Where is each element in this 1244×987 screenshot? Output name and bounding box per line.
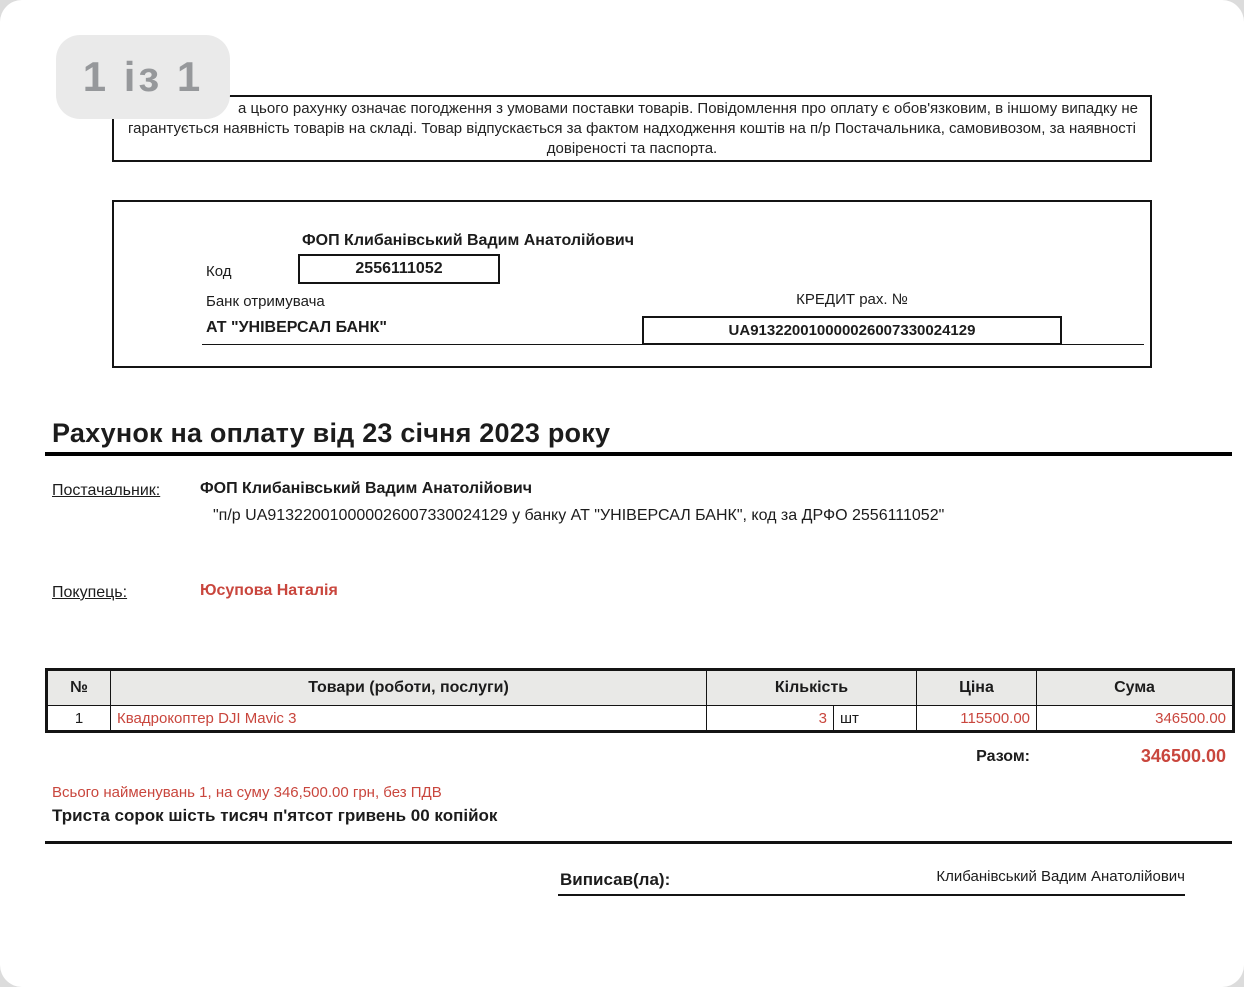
invoice-title: Рахунок на оплату від 23 січня 2023 року [52,418,611,448]
issued-by-label: Виписав(ла): [560,870,671,889]
recipient-bank-label: Банк отримувача [206,293,325,310]
signature-line [558,894,1185,896]
terms-line-1: а цього рахунку означає погодження з умовами поставки товарів. Повідомлення про оплату є обов'язковим, в іншому випадку не [237,100,1138,117]
col-header-goods: Товари (роботи, послуги) [111,670,707,706]
code-label: Код [206,263,232,280]
total-label: Разом: [976,748,1030,765]
item-unit: шт [834,706,917,732]
col-header-qty: Кількість [707,670,917,706]
item-sum: 346500.00 [1037,706,1234,732]
item-number: 1 [47,706,111,732]
tax-code-value: 2556111052 [298,254,500,284]
buyer-name: Юсупова Наталія [200,582,338,599]
iban-value: UA913220010000026007330024129 [642,316,1062,345]
col-header-sum: Сума [1037,670,1234,706]
item-price: 115500.00 [917,706,1037,732]
item-quantity: 3 [707,706,834,732]
items-table-header-row [47,670,1234,706]
total-value: 346500.00 [1140,746,1226,766]
credit-account-label: КРЕДИТ рах. № [796,291,908,308]
issued-by-name: Клибанівський Вадим Анатолійович [936,868,1185,885]
payment-terms-box [112,95,1152,162]
page-indicator-badge: 1 із 1 [56,35,230,119]
item-description: Квадрокоптер DJI Mavic 3 [111,706,707,732]
title-divider [45,452,1232,456]
items-table [45,668,1235,733]
bank-requisites-box [112,200,1152,368]
terms-line-2: гарантується наявність товарів на складі. Товар відпускається за фактом надходження коштів на п/р Постачальника, самовивозом, за наявності [127,120,1137,137]
bank-name: АТ "УНІВЕРСАЛ БАНК" [206,319,387,336]
supplier-name: ФОП Клибанівський Вадим Анатолійович [200,480,533,497]
amount-in-words: Триста сорок шість тисяч п'ятсот гривень 00 копійок [52,806,498,825]
col-header-num: № [47,670,111,706]
terms-line-3: довіреності та паспорта. [546,140,718,157]
items-summary-line: Всього найменувань 1, на суму 346,500.00 грн, без ПДВ [52,784,442,801]
buyer-label: Покупець: [52,584,128,601]
col-header-price: Ціна [917,670,1037,706]
payee-company-name: ФОП Клибанівський Вадим Анатолійович [302,232,635,249]
supplier-label: Постачальник: [52,482,161,499]
supplier-bank-details: "п/р UA913220010000026007330024129 у банку АТ "УНІВЕРСАЛ БАНК", код за ДРФО 2556111052" [213,507,945,524]
footer-divider [45,841,1232,844]
table-row [47,706,1234,732]
